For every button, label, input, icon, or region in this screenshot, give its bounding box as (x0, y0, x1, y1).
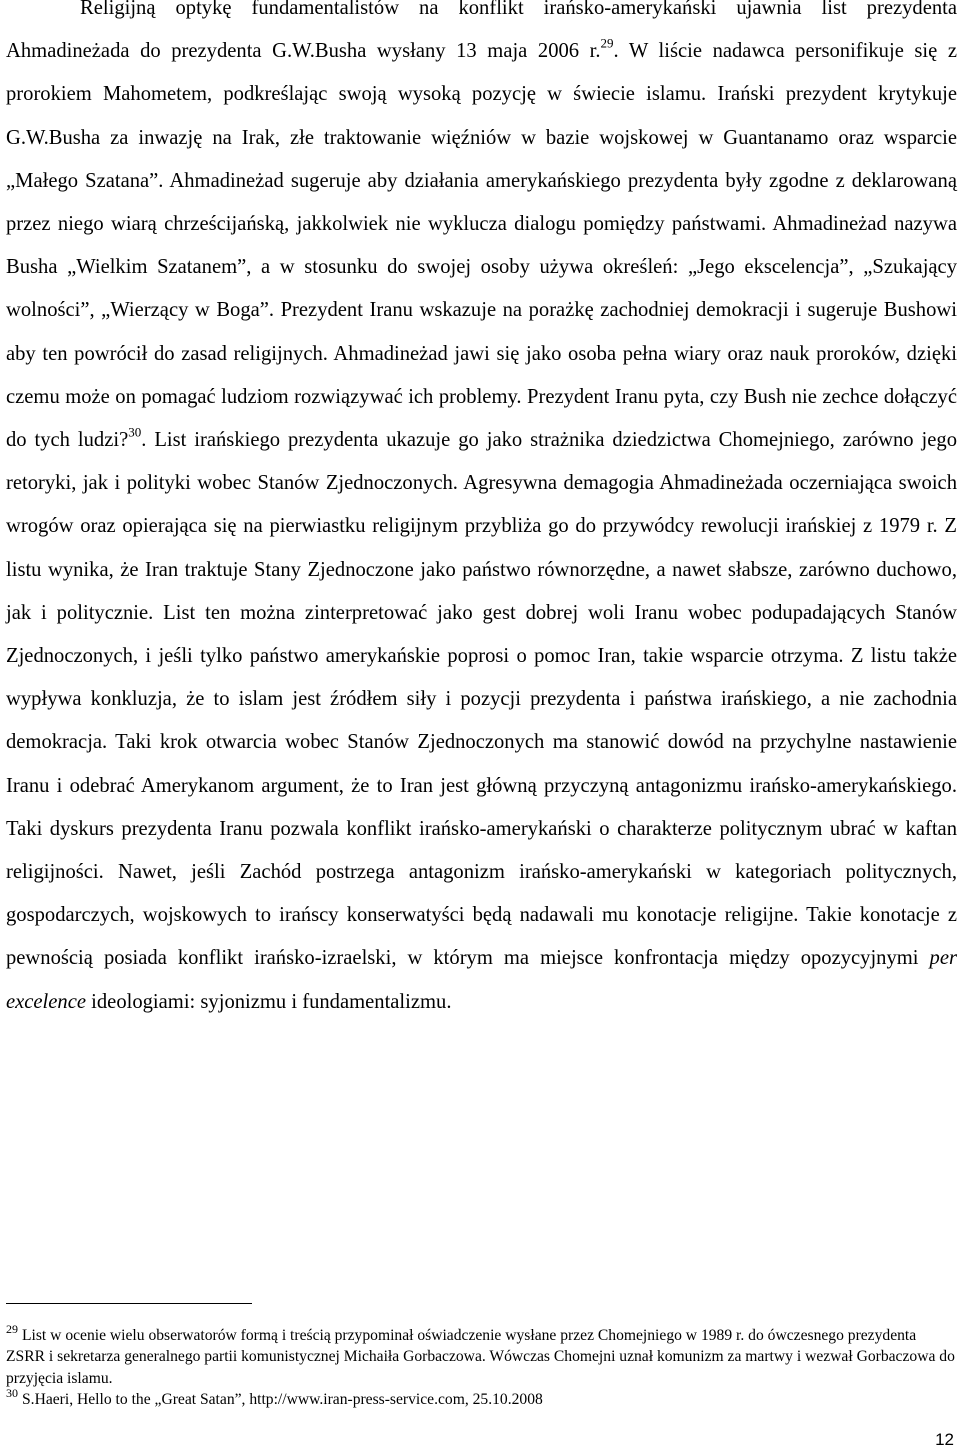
footnote-number: 30 (6, 1385, 18, 1400)
footnotes (6, 1321, 957, 1410)
body-text-segment: . W liście nadawca personifikuje się z prorokiem Mahometem, podkreślając swoją wysoką pozycję w świecie islamu. Irański prezydent krytykuje G.W.Busha za inwazję na Irak, złe traktowanie więźniów w bazie wojskowej w Guantanamo oraz wsparcie „Małego Szatana”. Ahmadineżad sugeruje aby działania amerykańskiego prezydenta były zgodne z deklarowaną przez niego wiarą chrześcijańską, jakkolwiek nie wyklucza dialogu pomiędzy państwami. Ahmadineżad nazywa Busha „Wielkim Szatanem”, a w stosunku do swojej osoby używa określeń: „Jego ekscelencja”, „Szukający wolności”, „Wierzący w Boga”. Prezydent Iranu wskazuje na porażkę zachodniej demokracji i sugeruje Bushowi aby ten powrócił do zasad religijnych. Ahmadineżad jawi się jako osoba pełna wiary oraz nauk proroków, dzięki czemu może on pomagać ludziom rozwiązywać ich problemy. Prezydent Iranu pyta, czy Bush nie zechce dołączyć do tych ludzi? (6, 40, 958, 452)
footnote-reference[interactable]: 30 (128, 424, 142, 440)
footnote-text: List w ocenie wielu obserwatorów formą i treścią przypominał oświadczenie wysłane przez Chomejniego w 1989 r. do ówczesnego prezydenta ZSRR i sekretarza generalnego partii komunistycznej Michaiła Gorbaczowa. Wówczas Chomejni uznał komunizm za martwy i wezwał Gorbaczowa do przyjęcia islamu. (6, 1327, 955, 1387)
footnote-number: 29 (6, 1321, 18, 1336)
footnote-text: S.Haeri, Hello to the „Great Satan”, http://www.iran-press-service.com, 25.10.2008 (22, 1390, 543, 1408)
body-paragraph (6, 0, 957, 1024)
body-text-segment: ideologiami: syjonizmu i fundamentalizmu. (86, 990, 452, 1013)
footnote-30 (6, 1385, 957, 1410)
body-text-segment: . List irańskiego prezydenta ukazuje go jako strażnika dziedzictwa Chomejniego, zarówno jego retoryki, jak i polityki wobec Stanów Zjednoczonych. Agresywna demagogia Ahmadineżada oczerniająca swoich wrogów oraz opierająca się na pierwiastku religijnym przybliża go do przywódcy rewolucji irańskiej z 1979 r. Z listu wynika, że Iran traktuje Stany Zjednoczone jako państwo równorzędne, a nawet słabsze, zarówno duchowo, jak i politycznie. List ten można zinterpretować jako gest dobrej woli Iranu wobec podupadających Stanów Zjednoczonych, i jeśli tylko państwo amerykańskie poprosi o pomoc Iran, takie wsparcie otrzyma. Z listu także wypływa konkluzja, że to islam jest źródłem siły i pozycji prezydenta i państwa irańskiego, a nie zachodnia demokracja. Taki krok otwarcia wobec Stanów Zjednoczonych ma stanowić dowód na przychylne nastawienie Iranu i odebrać Amerykanom argument, że to Iran jest główną przyczyną antagonizmu irańsko-amerykańskiego. Taki dyskurs prezydenta Iranu pozwala konflikt irańsko-amerykański o charakterze politycznym ubrać w kaftan religijności. Nawet, jeśli Zachód postrzega antagonizm irańsko-amerykański w kategoriach politycznych, gospodarczych, wojskowych to irańscy konserwatyści będą nadawali mu konotacje religijne. Takie konotacje z pewnością posiada konflikt irańsko-izraelski, w którym ma miejsce konfrontacja między opozycyjnymi (6, 429, 957, 970)
italic-phrase: per excelence (6, 947, 957, 1013)
footnote-29 (6, 1321, 957, 1389)
page-number: 12 (935, 1430, 954, 1449)
footnote-reference[interactable]: 29 (600, 35, 614, 51)
body-text-segment: Religijną optykę fundamentalistów na konflikt irańsko-amerykański ujawnia list prezydenta Ahmadineżada do prezydenta G.W.Busha wysłany 13 maja 2006 r. (6, 0, 957, 63)
footnote-separator (6, 1303, 252, 1304)
